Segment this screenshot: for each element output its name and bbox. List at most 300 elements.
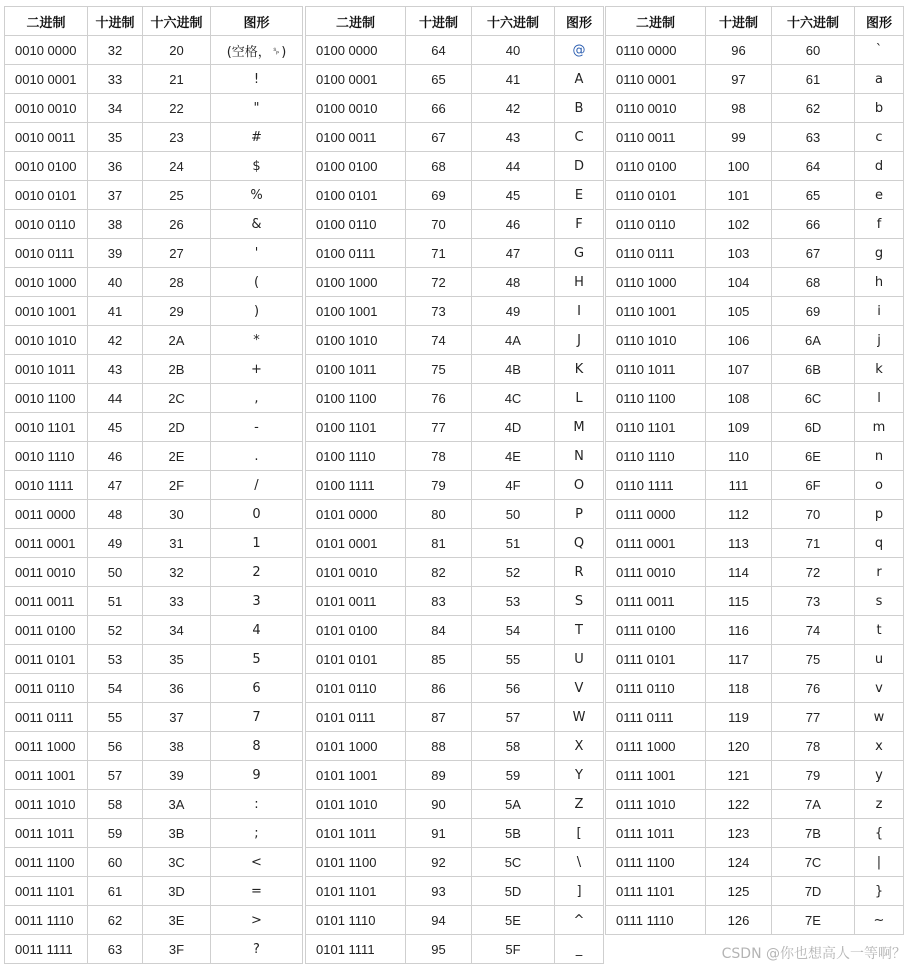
hex-cell: 6B — [772, 355, 855, 384]
glyph-cell: ) — [211, 297, 303, 326]
hex-cell: 4D — [472, 413, 555, 442]
table-row — [306, 848, 604, 877]
hex-cell: 50 — [472, 500, 555, 529]
binary-cell: 0110 1101 — [606, 413, 706, 442]
decimal-cell: 55 — [88, 703, 143, 732]
hex-cell: 3F — [143, 935, 211, 964]
table-row — [606, 645, 904, 674]
glyph-cell: f — [855, 210, 904, 239]
glyph-cell: ^ — [555, 906, 604, 935]
hex-cell: 21 — [143, 65, 211, 94]
table-row — [606, 906, 904, 935]
hex-cell: 22 — [143, 94, 211, 123]
table-row — [306, 819, 604, 848]
decimal-cell: 52 — [88, 616, 143, 645]
hex-cell: 60 — [772, 36, 855, 65]
glyph-cell: | — [855, 848, 904, 877]
decimal-cell: 119 — [706, 703, 772, 732]
binary-cell: 0010 1010 — [5, 326, 88, 355]
hex-cell: 62 — [772, 94, 855, 123]
hex-cell: 2E — [143, 442, 211, 471]
hex-cell: 76 — [772, 674, 855, 703]
decimal-cell: 120 — [706, 732, 772, 761]
hex-cell: 71 — [772, 529, 855, 558]
binary-cell: 0101 1000 — [306, 732, 406, 761]
hex-cell: 33 — [143, 587, 211, 616]
table-row — [5, 210, 303, 239]
glyph-cell: ! — [211, 65, 303, 94]
decimal-cell: 108 — [706, 384, 772, 413]
table-row — [5, 65, 303, 94]
hex-cell: 4A — [472, 326, 555, 355]
binary-cell: 0100 1001 — [306, 297, 406, 326]
glyph-cell: + — [211, 355, 303, 384]
table-row — [606, 703, 904, 732]
binary-cell: 0100 1110 — [306, 442, 406, 471]
table-row — [606, 732, 904, 761]
decimal-cell: 71 — [406, 239, 472, 268]
table-row — [306, 732, 604, 761]
table-row — [5, 558, 303, 587]
hex-cell: 39 — [143, 761, 211, 790]
hex-cell: 54 — [472, 616, 555, 645]
decimal-cell: 54 — [88, 674, 143, 703]
hex-cell: 24 — [143, 152, 211, 181]
decimal-cell: 105 — [706, 297, 772, 326]
glyph-cell: [ — [555, 819, 604, 848]
decimal-cell: 81 — [406, 529, 472, 558]
glyph-cell: { — [855, 819, 904, 848]
decimal-cell: 70 — [406, 210, 472, 239]
table-row — [5, 355, 303, 384]
glyph-cell: Q — [555, 529, 604, 558]
glyph-cell: L — [555, 384, 604, 413]
decimal-cell: 106 — [706, 326, 772, 355]
binary-cell: 0101 1001 — [306, 761, 406, 790]
hex-cell: 38 — [143, 732, 211, 761]
table-row — [306, 790, 604, 819]
table-row — [5, 268, 303, 297]
decimal-cell: 45 — [88, 413, 143, 442]
decimal-cell: 113 — [706, 529, 772, 558]
glyph-cell: < — [211, 848, 303, 877]
decimal-cell: 102 — [706, 210, 772, 239]
table-row — [5, 529, 303, 558]
table-row — [5, 587, 303, 616]
table-row — [5, 152, 303, 181]
binary-cell: 0010 0101 — [5, 181, 88, 210]
table-row — [5, 239, 303, 268]
hex-cell: 67 — [772, 239, 855, 268]
decimal-cell: 90 — [406, 790, 472, 819]
binary-cell: 0101 0000 — [306, 500, 406, 529]
glyph-cell: m — [855, 413, 904, 442]
decimal-cell: 97 — [706, 65, 772, 94]
binary-cell: 0101 1100 — [306, 848, 406, 877]
table-row — [306, 645, 604, 674]
hex-cell: 56 — [472, 674, 555, 703]
binary-cell: 0101 1110 — [306, 906, 406, 935]
table-row — [5, 761, 303, 790]
decimal-cell: 126 — [706, 906, 772, 935]
glyph-cell: p — [855, 500, 904, 529]
table-row — [606, 384, 904, 413]
hex-cell: 5E — [472, 906, 555, 935]
hex-cell: 2F — [143, 471, 211, 500]
decimal-cell: 74 — [406, 326, 472, 355]
binary-cell: 0011 0110 — [5, 674, 88, 703]
table-row — [5, 906, 303, 935]
binary-cell: 0110 0111 — [606, 239, 706, 268]
table-row — [5, 848, 303, 877]
hex-cell: 27 — [143, 239, 211, 268]
table-row — [5, 413, 303, 442]
glyph-cell: X — [555, 732, 604, 761]
decimal-cell: 89 — [406, 761, 472, 790]
binary-cell: 0111 1101 — [606, 877, 706, 906]
decimal-cell: 124 — [706, 848, 772, 877]
hex-cell: 43 — [472, 123, 555, 152]
decimal-cell: 86 — [406, 674, 472, 703]
hex-cell: 46 — [472, 210, 555, 239]
table-row — [5, 181, 303, 210]
decimal-cell: 33 — [88, 65, 143, 94]
decimal-cell: 91 — [406, 819, 472, 848]
decimal-cell: 61 — [88, 877, 143, 906]
binary-cell: 0111 0010 — [606, 558, 706, 587]
table-row — [606, 587, 904, 616]
decimal-cell: 62 — [88, 906, 143, 935]
table-row — [306, 152, 604, 181]
decimal-cell: 78 — [406, 442, 472, 471]
glyph-cell: , — [211, 384, 303, 413]
table-row — [306, 761, 604, 790]
header-glyph: 图形 — [555, 7, 604, 36]
decimal-cell: 75 — [406, 355, 472, 384]
table-row — [606, 239, 904, 268]
table-row — [606, 877, 904, 906]
decimal-cell: 43 — [88, 355, 143, 384]
binary-cell: 0011 0011 — [5, 587, 88, 616]
table-row — [306, 326, 604, 355]
decimal-cell: 112 — [706, 500, 772, 529]
binary-cell: 0111 1011 — [606, 819, 706, 848]
glyph-cell: k — [855, 355, 904, 384]
hex-cell: 20 — [143, 36, 211, 65]
table-row — [306, 297, 604, 326]
table-row — [606, 761, 904, 790]
hex-cell: 55 — [472, 645, 555, 674]
glyph-cell: w — [855, 703, 904, 732]
glyph-cell: l — [855, 384, 904, 413]
table-row — [5, 384, 303, 413]
glyph-cell: v — [855, 674, 904, 703]
glyph-cell: G — [555, 239, 604, 268]
binary-cell: 0111 1010 — [606, 790, 706, 819]
hex-cell: 5B — [472, 819, 555, 848]
table-row — [606, 848, 904, 877]
decimal-cell: 67 — [406, 123, 472, 152]
binary-cell: 0100 0101 — [306, 181, 406, 210]
decimal-cell: 58 — [88, 790, 143, 819]
binary-cell: 0100 1101 — [306, 413, 406, 442]
decimal-cell: 48 — [88, 500, 143, 529]
binary-cell: 0100 0111 — [306, 239, 406, 268]
binary-cell: 0111 1110 — [606, 906, 706, 935]
decimal-cell: 92 — [406, 848, 472, 877]
binary-cell: 0110 1001 — [606, 297, 706, 326]
table-row — [5, 36, 303, 65]
binary-cell: 0101 1010 — [306, 790, 406, 819]
hex-cell: 64 — [772, 152, 855, 181]
decimal-cell: 60 — [88, 848, 143, 877]
decimal-cell: 93 — [406, 877, 472, 906]
binary-cell: 0100 0000 — [306, 36, 406, 65]
table-row — [606, 616, 904, 645]
hex-cell: 32 — [143, 558, 211, 587]
table-row — [606, 210, 904, 239]
hex-cell: 58 — [472, 732, 555, 761]
hex-cell: 7D — [772, 877, 855, 906]
glyph-cell: } — [855, 877, 904, 906]
binary-cell: 0100 1010 — [306, 326, 406, 355]
glyph-cell: F — [555, 210, 604, 239]
glyph-cell: W — [555, 703, 604, 732]
table-row — [606, 819, 904, 848]
table-row — [5, 819, 303, 848]
hex-cell: 6D — [772, 413, 855, 442]
decimal-cell: 64 — [406, 36, 472, 65]
table-row — [606, 500, 904, 529]
hex-cell: 77 — [772, 703, 855, 732]
glyph-cell: Y — [555, 761, 604, 790]
table-row — [5, 442, 303, 471]
table-row — [606, 181, 904, 210]
glyph-cell: 4 — [211, 616, 303, 645]
decimal-cell: 68 — [406, 152, 472, 181]
binary-cell: 0100 0001 — [306, 65, 406, 94]
binary-cell: 0110 0110 — [606, 210, 706, 239]
glyph-cell: V — [555, 674, 604, 703]
glyph-cell: I — [555, 297, 604, 326]
binary-cell: 0110 1100 — [606, 384, 706, 413]
hex-cell: 42 — [472, 94, 555, 123]
binary-cell: 0101 0100 — [306, 616, 406, 645]
glyph-cell: e — [855, 181, 904, 210]
decimal-cell: 100 — [706, 152, 772, 181]
hex-cell: 5F — [472, 935, 555, 964]
table-row — [306, 558, 604, 587]
table-row — [306, 877, 604, 906]
glyph-cell: A — [555, 65, 604, 94]
decimal-cell: 34 — [88, 94, 143, 123]
binary-cell: 0100 0110 — [306, 210, 406, 239]
binary-cell: 0110 0000 — [606, 36, 706, 65]
hex-cell: 31 — [143, 529, 211, 558]
glyph-cell: g — [855, 239, 904, 268]
table-row — [5, 732, 303, 761]
hex-cell: 5C — [472, 848, 555, 877]
decimal-cell: 98 — [706, 94, 772, 123]
decimal-cell: 121 — [706, 761, 772, 790]
glyph-cell: 0 — [211, 500, 303, 529]
table-row — [606, 94, 904, 123]
header-decimal: 十进制 — [88, 7, 143, 36]
hex-cell: 36 — [143, 674, 211, 703]
hex-cell: 70 — [772, 500, 855, 529]
header-glyph: 图形 — [855, 7, 904, 36]
table-row — [5, 94, 303, 123]
binary-cell: 0110 0100 — [606, 152, 706, 181]
table-row — [306, 616, 604, 645]
hex-cell: 74 — [772, 616, 855, 645]
header-row — [5, 7, 303, 36]
hex-cell: 65 — [772, 181, 855, 210]
hex-cell: 37 — [143, 703, 211, 732]
binary-cell: 0011 1101 — [5, 877, 88, 906]
glyph-cell: T — [555, 616, 604, 645]
glyph-cell: S — [555, 587, 604, 616]
decimal-cell: 65 — [406, 65, 472, 94]
glyph-cell: R — [555, 558, 604, 587]
decimal-cell: 69 — [406, 181, 472, 210]
table-row — [306, 500, 604, 529]
hex-cell: 28 — [143, 268, 211, 297]
table-row — [306, 268, 604, 297]
decimal-cell: 84 — [406, 616, 472, 645]
binary-cell: 0011 1010 — [5, 790, 88, 819]
decimal-cell: 35 — [88, 123, 143, 152]
glyph-cell: K — [555, 355, 604, 384]
hex-cell: 49 — [472, 297, 555, 326]
binary-cell: 0100 1011 — [306, 355, 406, 384]
decimal-cell: 80 — [406, 500, 472, 529]
binary-cell: 0111 0110 — [606, 674, 706, 703]
glyph-cell: C — [555, 123, 604, 152]
decimal-cell: 83 — [406, 587, 472, 616]
binary-cell: 0011 1000 — [5, 732, 88, 761]
binary-cell: 0110 1010 — [606, 326, 706, 355]
decimal-cell: 79 — [406, 471, 472, 500]
hex-cell: 3D — [143, 877, 211, 906]
binary-cell: 0010 0010 — [5, 94, 88, 123]
decimal-cell: 110 — [706, 442, 772, 471]
hex-cell: 7B — [772, 819, 855, 848]
hex-cell: 7C — [772, 848, 855, 877]
table-row — [306, 442, 604, 471]
glyph-cell: 5 — [211, 645, 303, 674]
binary-cell: 0101 0111 — [306, 703, 406, 732]
hex-cell: 66 — [772, 210, 855, 239]
hex-cell: 7E — [772, 906, 855, 935]
decimal-cell: 114 — [706, 558, 772, 587]
decimal-cell: 101 — [706, 181, 772, 210]
glyph-cell: 6 — [211, 674, 303, 703]
glyph-cell: u — [855, 645, 904, 674]
decimal-cell: 88 — [406, 732, 472, 761]
decimal-cell: 46 — [88, 442, 143, 471]
glyph-cell: 8 — [211, 732, 303, 761]
glyph-cell: / — [211, 471, 303, 500]
glyph-cell: = — [211, 877, 303, 906]
glyph-cell: & — [211, 210, 303, 239]
binary-cell: 0101 1111 — [306, 935, 406, 964]
hex-cell: 6E — [772, 442, 855, 471]
binary-cell: 0101 0011 — [306, 587, 406, 616]
glyph-cell: " — [211, 94, 303, 123]
table-row — [306, 906, 604, 935]
decimal-cell: 87 — [406, 703, 472, 732]
table-row — [306, 36, 604, 65]
hex-cell: 47 — [472, 239, 555, 268]
binary-cell: 0111 0000 — [606, 500, 706, 529]
decimal-cell: 77 — [406, 413, 472, 442]
table-row — [306, 471, 604, 500]
decimal-cell: 56 — [88, 732, 143, 761]
binary-cell: 0100 0010 — [306, 94, 406, 123]
binary-cell: 0011 0001 — [5, 529, 88, 558]
table-row — [606, 674, 904, 703]
glyph-cell: % — [211, 181, 303, 210]
table-row — [306, 703, 604, 732]
table-row — [306, 123, 604, 152]
glyph-cell: a — [855, 65, 904, 94]
binary-cell: 0111 0111 — [606, 703, 706, 732]
binary-cell: 0111 1100 — [606, 848, 706, 877]
decimal-cell: 125 — [706, 877, 772, 906]
table-row — [606, 123, 904, 152]
binary-cell: 0101 0101 — [306, 645, 406, 674]
binary-cell: 0011 0111 — [5, 703, 88, 732]
hex-cell: 68 — [772, 268, 855, 297]
decimal-cell: 116 — [706, 616, 772, 645]
binary-cell: 0010 1100 — [5, 384, 88, 413]
table-row — [606, 413, 904, 442]
hex-cell: 25 — [143, 181, 211, 210]
table-row — [5, 935, 303, 964]
decimal-cell: 57 — [88, 761, 143, 790]
glyph-cell: t — [855, 616, 904, 645]
hex-cell: 52 — [472, 558, 555, 587]
binary-cell: 0010 1101 — [5, 413, 88, 442]
glyph-cell: ] — [555, 877, 604, 906]
table-row — [306, 587, 604, 616]
binary-cell: 0010 1111 — [5, 471, 88, 500]
glyph-cell: q — [855, 529, 904, 558]
hex-cell: 72 — [772, 558, 855, 587]
binary-cell: 0011 0100 — [5, 616, 88, 645]
hex-cell: 79 — [772, 761, 855, 790]
binary-cell: 0100 0011 — [306, 123, 406, 152]
hex-cell: 4E — [472, 442, 555, 471]
binary-cell: 0111 1000 — [606, 732, 706, 761]
hex-cell: 69 — [772, 297, 855, 326]
glyph-cell: $ — [211, 152, 303, 181]
decimal-cell: 107 — [706, 355, 772, 384]
glyph-cell: : — [211, 790, 303, 819]
binary-cell: 0110 1011 — [606, 355, 706, 384]
hex-cell: 44 — [472, 152, 555, 181]
decimal-cell: 44 — [88, 384, 143, 413]
table-row — [5, 471, 303, 500]
glyph-cell: @ — [555, 36, 604, 65]
binary-cell: 0010 1110 — [5, 442, 88, 471]
binary-cell: 0110 1110 — [606, 442, 706, 471]
binary-cell: 0110 0001 — [606, 65, 706, 94]
decimal-cell: 76 — [406, 384, 472, 413]
hex-cell: 63 — [772, 123, 855, 152]
decimal-cell: 36 — [88, 152, 143, 181]
